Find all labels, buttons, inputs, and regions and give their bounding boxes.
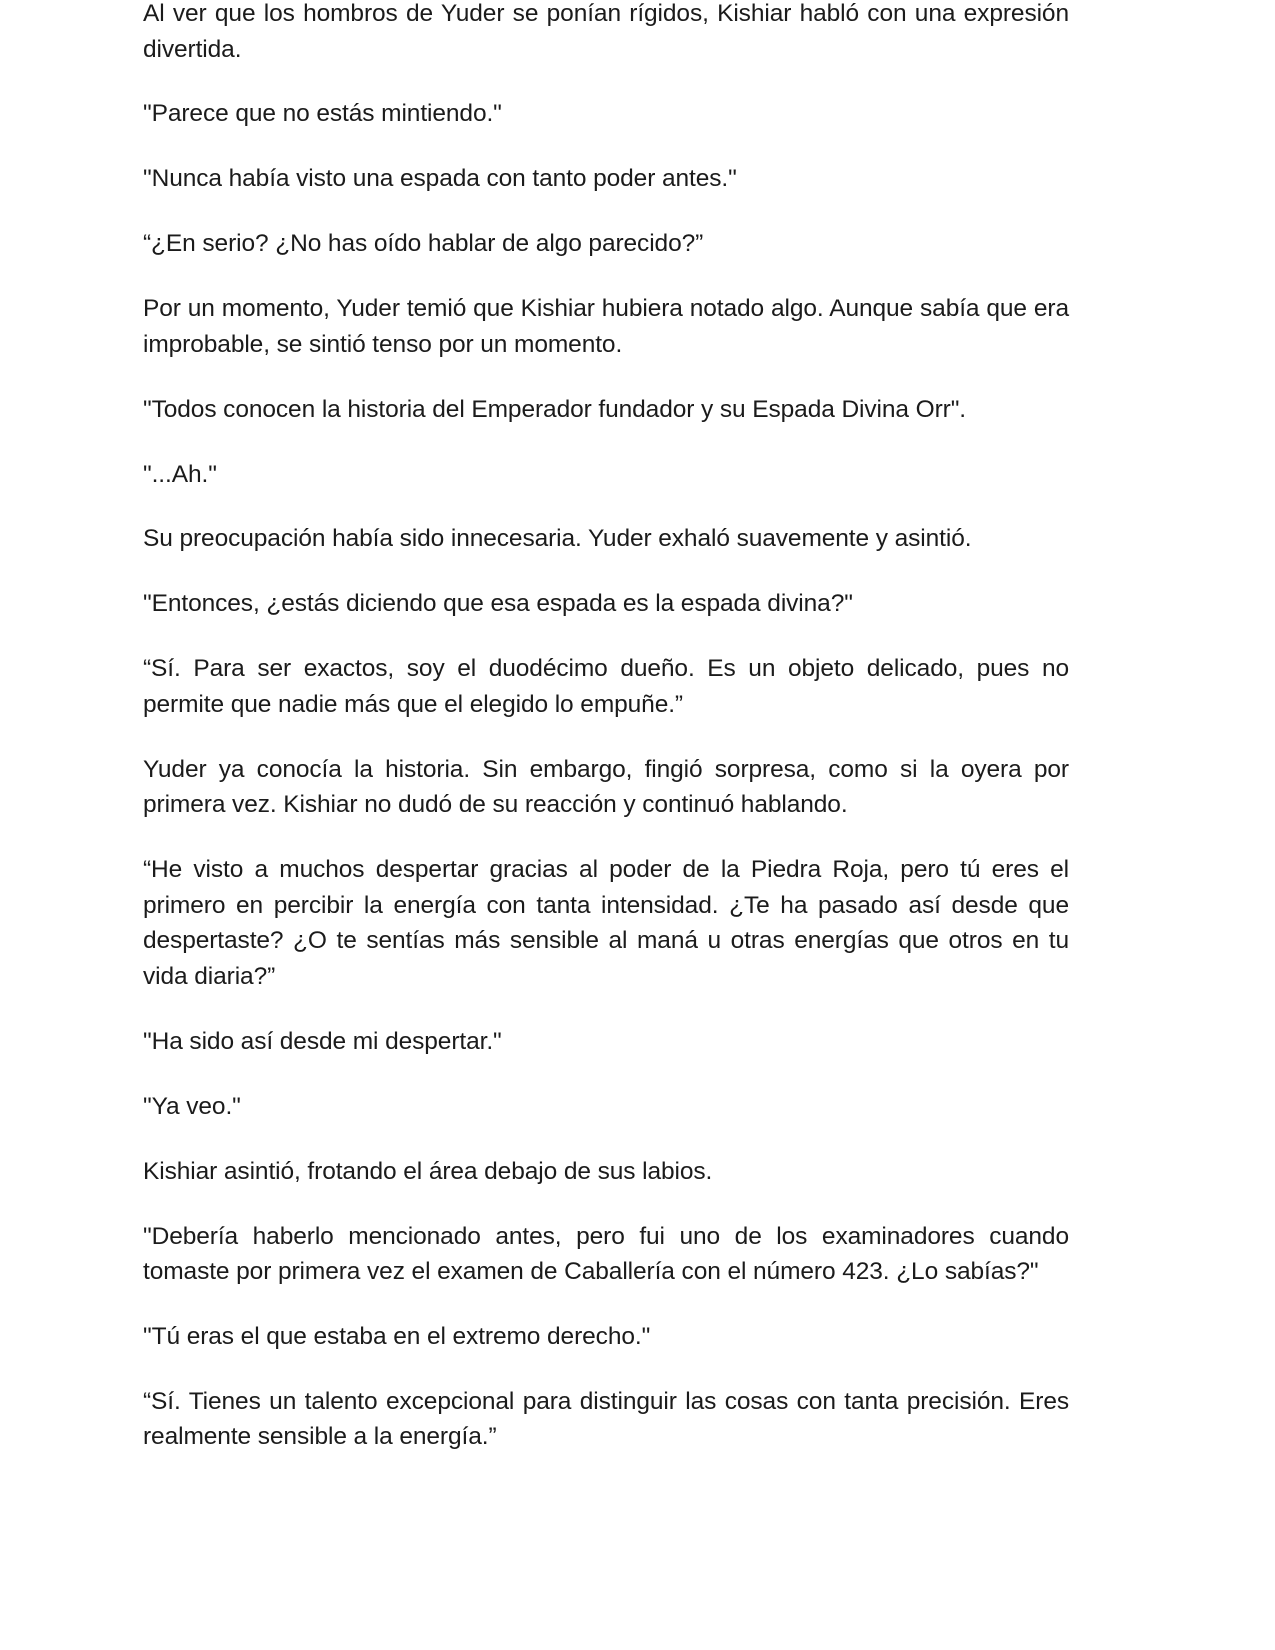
paragraph-narration: Yuder ya conocía la historia. Sin embargo, fingió sorpresa, como si la oyera por primera vez. Kishiar no dudó de su reacción y continuó hablando. [143,755,1069,819]
paragraph-dialogue: "Tú eras el que estaba en el extremo derecho." [143,1323,651,1350]
paragraph-dialogue: “Sí. Tienes un talento excepcional para distinguir las cosas con tanta precisión. Eres realmente sensible a la energía.” [143,1387,1069,1451]
paragraph-dialogue: "Ya veo." [143,1092,241,1120]
paragraph-dialogue: "Nunca había visto una espada con tanto poder antes." [143,165,737,193]
document-page [143,0,1069,1484]
paragraph-dialogue: “Sí. Para ser exactos, soy el duodécimo dueño. Es un objeto delicado, pues no permite que nadie más que el elegido lo empuñe.” [143,655,1069,718]
paragraph-narration: Kishiar asintió, frotando el área debajo de sus labios. [143,1157,713,1185]
paragraph-narration: Por un momento, Yuder temió que Kishiar hubiera notado algo. Aunque sabía que era improbable, se sintió tenso por un momento. [143,295,1069,358]
paragraph-dialogue: "Parece que no estás mintiendo." [143,100,502,128]
paragraph-dialogue: "...Ah." [143,460,217,488]
paragraph-dialogue: “¿En serio? ¿No has oído hablar de algo parecido?” [143,230,704,258]
paragraph-dialogue: “He visto a muchos despertar gracias al poder de la Piedra Roja, pero tú eres el primero en percibir la energía con tanta intensidad. ¿Te ha pasado así desde que despertaste? ¿O te sentías más sensible al maná u otras energías que otros en tu vida diaria?” [143,856,1069,990]
paragraph-dialogue: "Ha sido así desde mi despertar." [143,1027,502,1055]
paragraph-narration: Al ver que los hombros de Yuder se ponían rígidos, Kishiar habló con una expresión divertida. [143,0,1069,63]
paragraph-narration: Su preocupación había sido innecesaria. Yuder exhaló suavemente y asintió. [143,525,972,553]
paragraph-dialogue: "Debería haberlo mencionado antes, pero fui uno de los examinadores cuando tomaste por primera vez el examen de Caballería con el número 423. ¿Lo sabías?" [143,1222,1069,1286]
paragraph-dialogue: "Todos conocen la historia del Emperador fundador y su Espada Divina Orr". [143,395,967,423]
paragraph-dialogue: "Entonces, ¿estás diciendo que esa espada es la espada divina?" [143,590,853,618]
